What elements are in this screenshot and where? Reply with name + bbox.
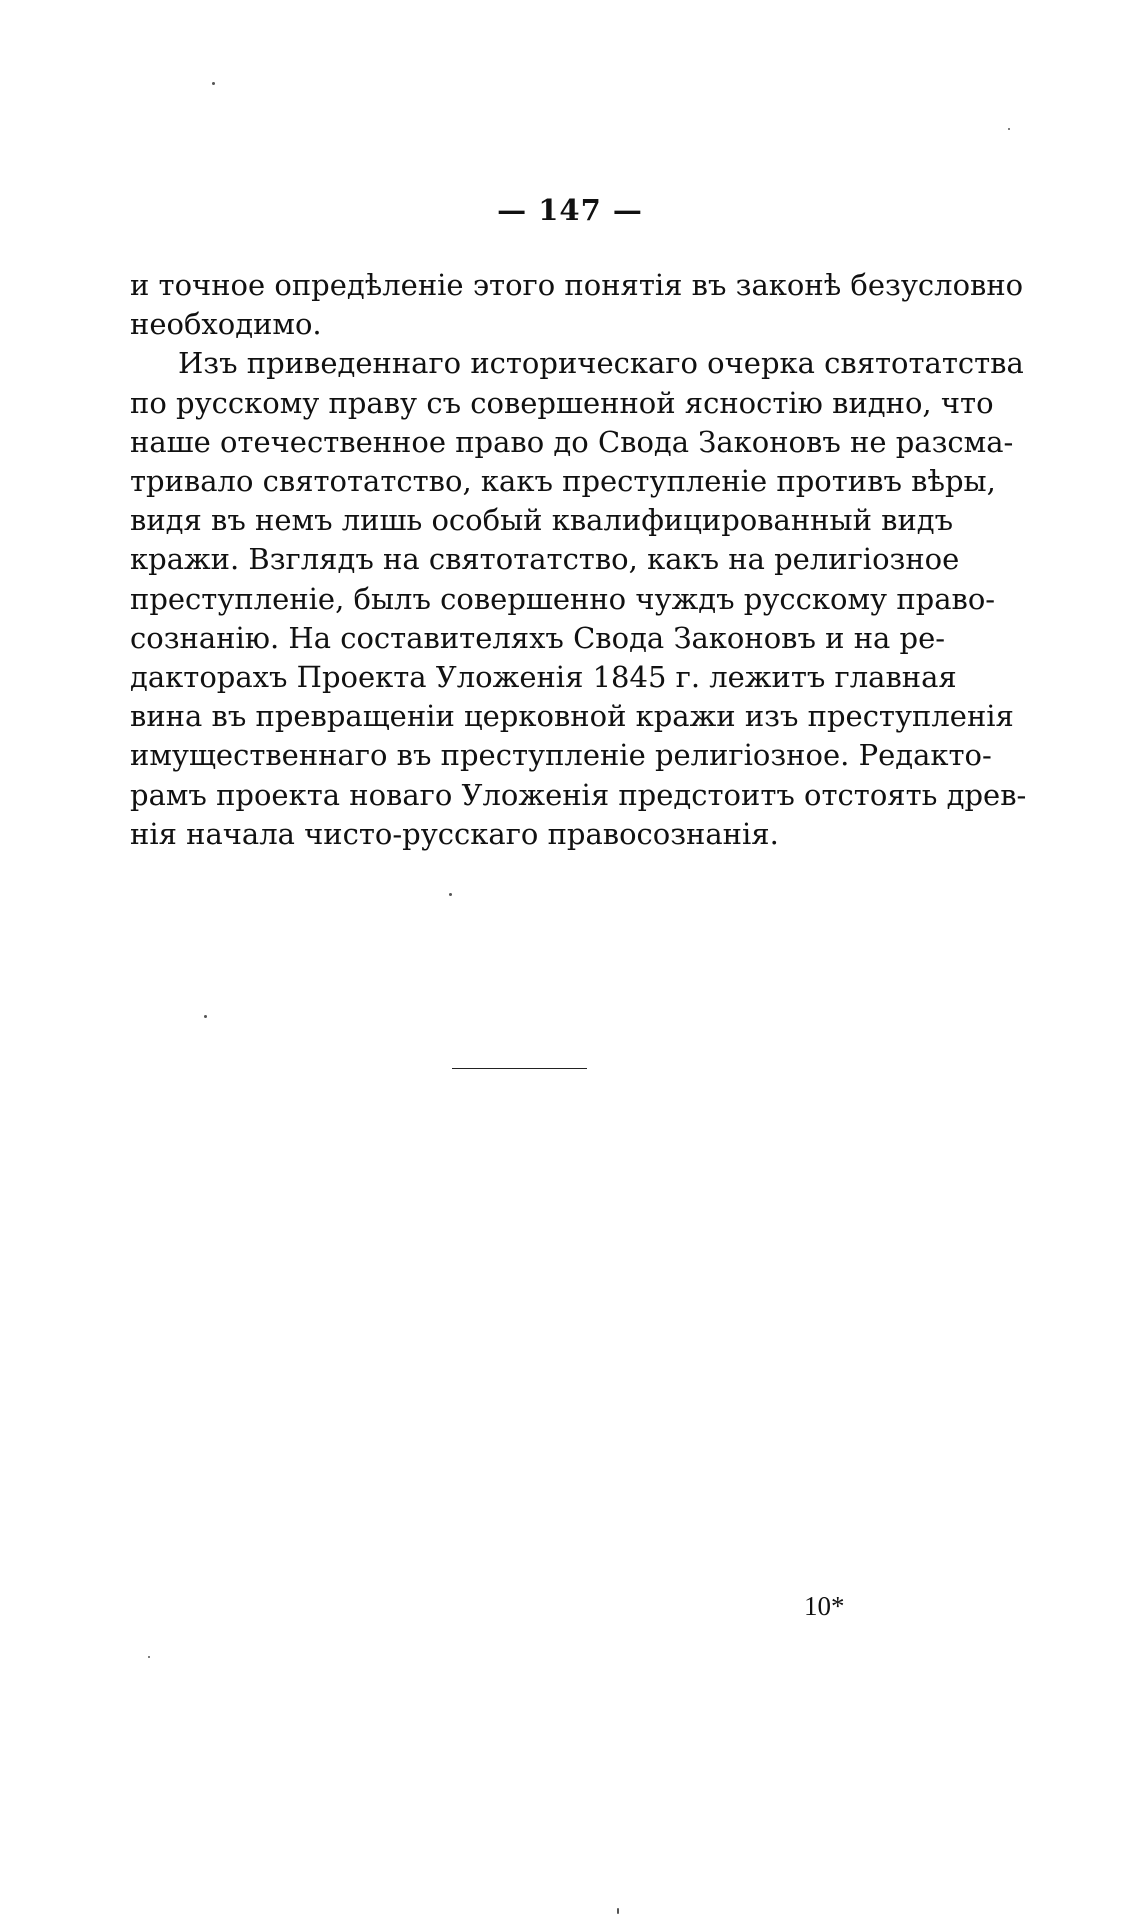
body-text [130, 266, 1027, 854]
text-line: наше отечественное право до Свода Законовъ не разсма- [130, 424, 1014, 459]
text-line: преступленіе, былъ совершенно чуждъ русскому право- [130, 581, 996, 616]
page-number: — 147 — [497, 193, 643, 227]
text-line: Изъ приведеннаго историческаго очерка святотатства [178, 346, 1024, 381]
scan-speck [1008, 128, 1010, 130]
signature-mark: 10* [804, 1591, 845, 1621]
text-line: видя въ немъ лишь особый квалифицированный видъ [130, 503, 954, 538]
text-line: тривало святотатство, какъ преступленіе противъ вѣры, [130, 464, 996, 499]
scan-speck [212, 82, 215, 85]
text-line: дакторахъ Проекта Уложенія 1845 г. лежитъ главная [130, 660, 957, 695]
text-line: и точное опредѣленіе этого понятія въ законѣ безусловно [130, 268, 1024, 302]
text-line: нія начала чисто-русскаго правосознанія. [130, 816, 779, 851]
text-line: сознанію. На составителяхъ Свода Законовъ и на ре- [130, 620, 946, 655]
scan-speck [617, 1908, 619, 1914]
scan-speck [204, 1015, 207, 1018]
section-divider [452, 1068, 587, 1069]
text-line: вина въ превращеніи церковной кражи изъ преступленія [130, 699, 1014, 734]
text-line: кражи. Взглядъ на святотатство, какъ на религіозное [130, 542, 960, 577]
scan-speck [449, 893, 452, 896]
text-line: имущественнаго въ преступленіе религіозное. Редакто- [130, 738, 992, 773]
text-line: рамъ проекта новаго Уложенія предстоитъ отстоять древ- [130, 777, 1027, 812]
text-line: по русскому праву съ совершенной ясностію видно, что [130, 385, 994, 420]
text-line: необходимо. [130, 307, 322, 342]
scan-speck [148, 1656, 150, 1658]
